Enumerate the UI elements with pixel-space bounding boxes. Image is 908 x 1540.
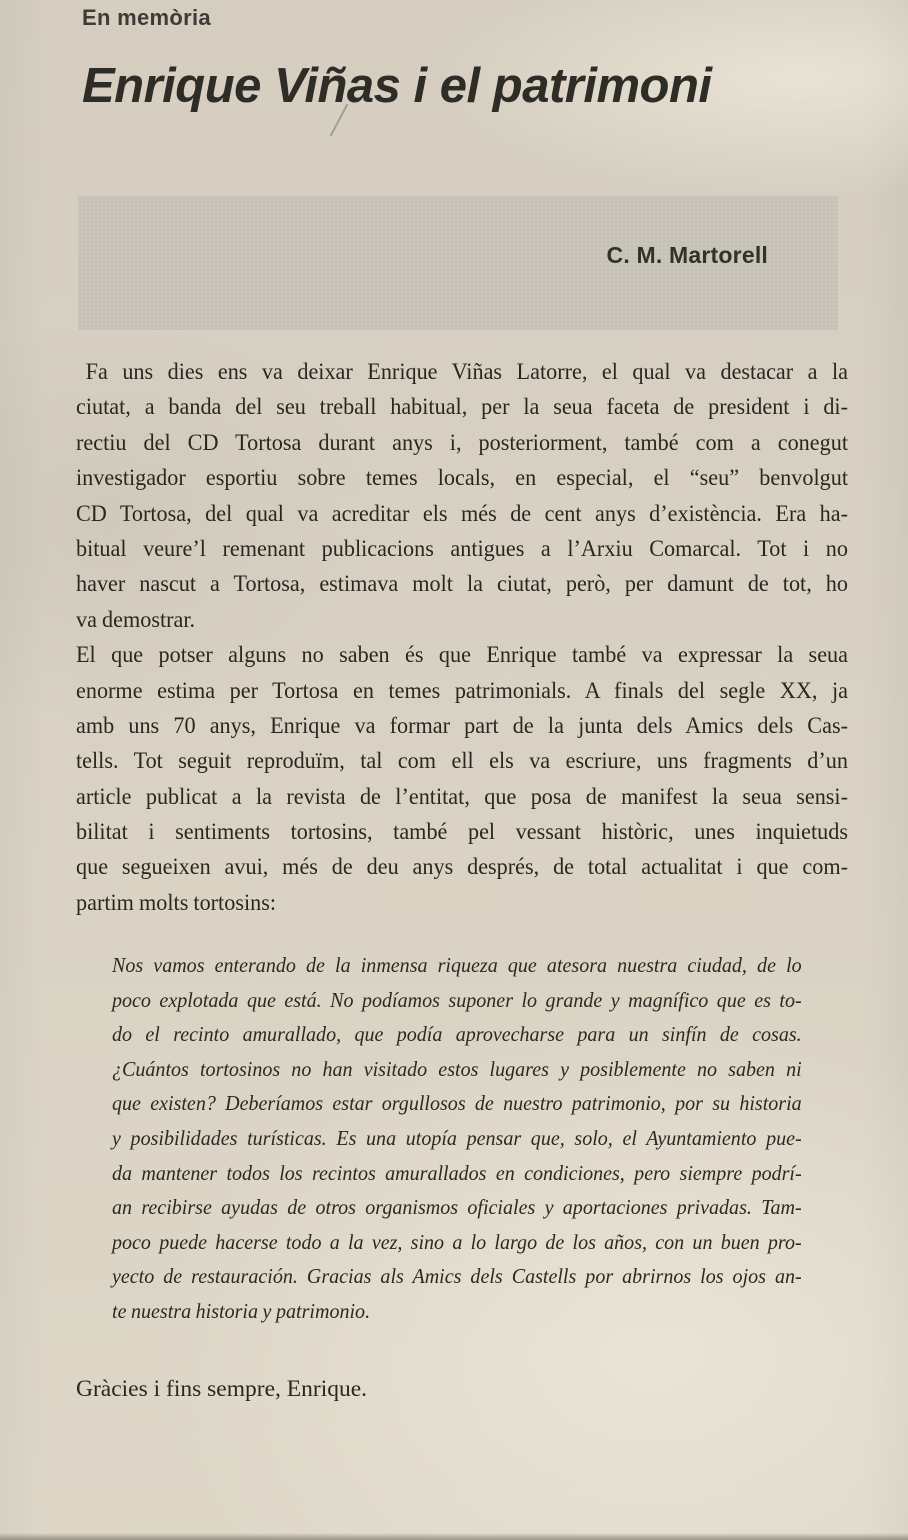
quote-text-line: Nos vamos enterando de la inmensa riqueza que atesora nuestra ciudad, de lo — [112, 953, 802, 977]
text-line: Fa uns dies ens va deixar Enrique Viñas Latorre, el qual va destacar a la — [85, 359, 848, 384]
text-line: partim molts tortosins: — [76, 889, 277, 915]
quote-text-line: yecto de restauración. Gracias als Amics dels Castells por abrirnos los ojos an- — [112, 1264, 802, 1289]
text-line: haver nascut a Tortosa, estimava molt la ciutat, però, per damunt de tot, ho — [76, 571, 848, 597]
text-line: bitual veure’l remenant publicacions antigues a l’Arxiu Comarcal. Tot i no — [76, 535, 848, 561]
text-line: CD Tortosa, del qual va acreditar els més de cent anys d’existència. Era ha- — [76, 500, 848, 526]
text-line: va demostrar. — [76, 606, 196, 632]
quote-text-line: poco puede hacerse todo a la vez, sino a lo largo de los años, con un buen pro- — [112, 1229, 802, 1254]
quote-text-line: y posibilidades turísticas. Es una utopía pensar que, solo, el Ayuntamiento pue- — [112, 1125, 802, 1150]
text-line: ciutat, a banda del seu treball habitual, per la seua faceta de president i di- — [76, 394, 848, 420]
body-paragraph-2 — [76, 637, 848, 920]
author-name: C. M. Martorell — [606, 242, 768, 268]
text-line: enorme estima per Tortosa en temes patrimonials. A finals del segle XX, ja — [76, 677, 848, 703]
author-box — [78, 196, 838, 330]
text-line: amb uns 70 anys, Enrique va formar part de la junta dels Amics dels Cas- — [76, 712, 848, 738]
text-line: investigador esportiu sobre temes locals, en especial, el “seu” benvolgut — [76, 465, 848, 491]
quote-text-line: te nuestra historia y patrimonio. — [112, 1298, 371, 1323]
text-line: article publicat a la revista de l’entitat, que posa de manifest la seua sensi- — [76, 783, 848, 809]
quote-text-line: que existen? Deberíamos estar orgullosos de nuestro patrimonio, por su historia — [112, 1091, 802, 1116]
quote-text-line: ¿Cuántos tortosinos no han visitado estos lugares y posiblemente no saben ni — [112, 1056, 802, 1081]
text-line: que segueixen avui, més de deu anys després, de total actualitat i que com- — [76, 854, 848, 880]
text-line: bilitat i sentiments tortosins, també pel vessant històric, unes inquietuds — [76, 819, 848, 845]
quote-text-line: an recibirse ayudas de otros organismos oficiales y aportaciones privadas. Tam- — [112, 1195, 802, 1220]
text-line: tells. Tot seguit reproduïm, tal com ell els va escriure, uns fragments d’un — [76, 748, 848, 774]
quote-text-line: do el recinto amurallado, que podía aprovecharse para un sinfín de cosas. — [112, 1022, 802, 1047]
quote-text-line: da mantener todos los recintos amurallados en condiciones, pero siempre podrí- — [112, 1160, 802, 1185]
text-line: rectiu del CD Tortosa durant anys i, posteriorment, també com a conegut — [76, 429, 848, 455]
article-body — [76, 354, 848, 920]
quoted-article-excerpt — [112, 948, 802, 1329]
closing-line: Gràcies i fins sempre, Enrique. — [76, 1376, 368, 1402]
section-kicker: En memòria — [82, 5, 211, 30]
text-line: El que potser alguns no saben és que Enrique també va expressar la seua — [76, 642, 848, 668]
quote-text-line: poco explotada que está. No podíamos suponer lo grande y magnífico que es to- — [112, 987, 802, 1012]
scan-bottom-edge — [0, 1533, 908, 1540]
body-paragraph-1 — [76, 354, 848, 637]
article-title: Enrique Viñas i el patrimoni — [82, 59, 712, 113]
